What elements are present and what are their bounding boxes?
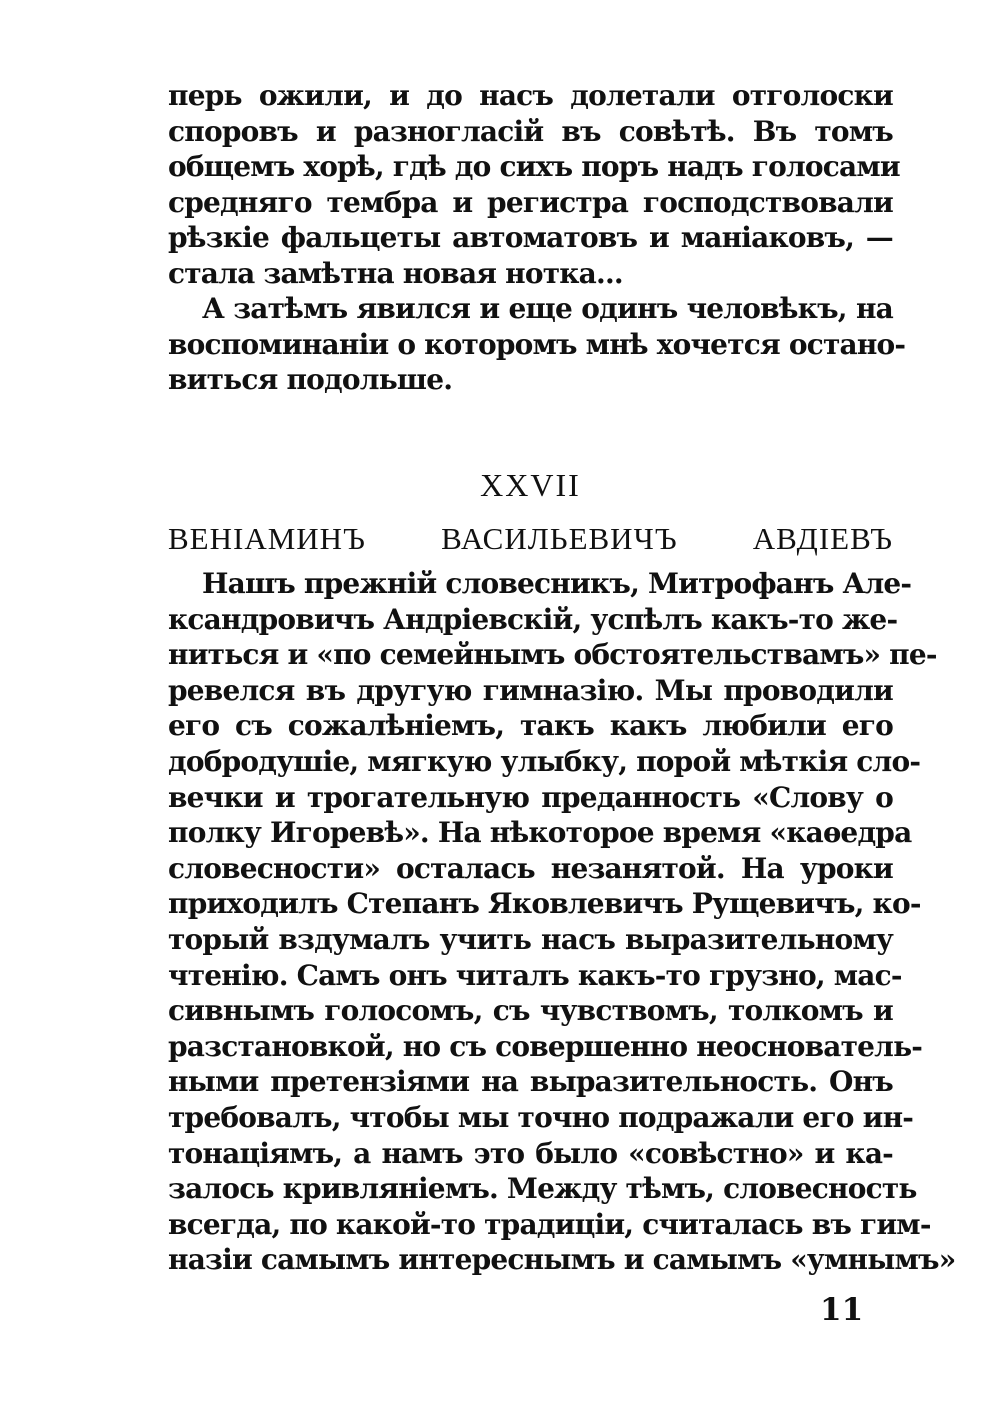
text-line: вечки и трогательную преданность «Слову о (168, 780, 893, 814)
chapter-paragraph (168, 566, 956, 1278)
text-line: общемъ хорѣ, гдѣ до сихъ поръ надъ голосами (168, 150, 900, 184)
chapter-number: XXVII (480, 467, 581, 503)
page-number: 11 (820, 1292, 864, 1328)
text-line: словесности» осталась незанятой. На уроки (168, 851, 893, 885)
chapter-title: ВЕНІАМИНЪ ВАСИЛЬЕВИЧЪ АВДІЕВЪ (168, 521, 893, 556)
text-line: его съ сожалѣніемъ, такъ какъ любили его (168, 709, 893, 743)
text-line: требовалъ, чтобы мы точно подражали его ин- (168, 1100, 914, 1134)
text-line: виться подольше. (168, 363, 453, 397)
text-line: чтенію. Самъ онъ читалъ какъ-то грузно, мас- (168, 958, 902, 992)
text-line: ксандровичъ Андріевскій, успѣлъ какъ-то же- (168, 602, 898, 636)
text-line: Нашъ прежній словесникъ, Митрофанъ Але- (202, 567, 912, 600)
text-line: приходилъ Степанъ Яковлевичъ Рущевичъ, ко- (168, 887, 921, 921)
text-line: ными претензіями на выразительность. Онъ (168, 1065, 893, 1099)
text-line: перь ожили, и до насъ долетали отголоски (168, 79, 893, 112)
text-line: залось кривляніемъ. Между тѣмъ, словесность (168, 1172, 917, 1206)
text-line: разстановкой, но съ совершенно неоснователь- (168, 1029, 923, 1063)
text-line: средняго тембра и регистра господствовали (168, 185, 893, 219)
text-line: ниться и «по семейнымъ обстоятельствамъ» пе- (168, 638, 937, 672)
text-line: рѣзкіе фальцеты автоматовъ и маніаковъ, — (168, 221, 893, 255)
paragraph-1 (168, 78, 900, 292)
text-line: стала замѣтна новая нотка... (168, 256, 623, 290)
text-line: всегда, по какой-то традиціи, считалась въ гим- (168, 1207, 931, 1241)
text-line: споровъ и разногласій въ совѣтѣ. Въ томъ (168, 114, 893, 148)
text-line: А затѣмъ явился и еще одинъ человѣкъ, на (202, 292, 893, 325)
paragraph-2 (168, 291, 906, 398)
text-line: ревелся въ другую гимназію. Мы проводили (168, 673, 893, 707)
text-line: сивнымъ голосомъ, съ чувствомъ, толкомъ и (168, 994, 893, 1028)
text-line: воспоминаніи о которомъ мнѣ хочется остано- (168, 327, 906, 361)
text-line: полку Игоревѣ». На нѣкоторое время «каѳедра (168, 816, 912, 850)
text-line: тонаціямъ, а намъ это было «совѣстно» и ка- (168, 1136, 893, 1170)
text-line: торый вздумалъ учить насъ выразительному (168, 922, 893, 956)
text-line: назіи самымъ интереснымъ и самымъ «умнымъ» (168, 1243, 956, 1277)
text-line: добродушіе, мягкую улыбку, порой мѣткія сло- (168, 744, 921, 778)
